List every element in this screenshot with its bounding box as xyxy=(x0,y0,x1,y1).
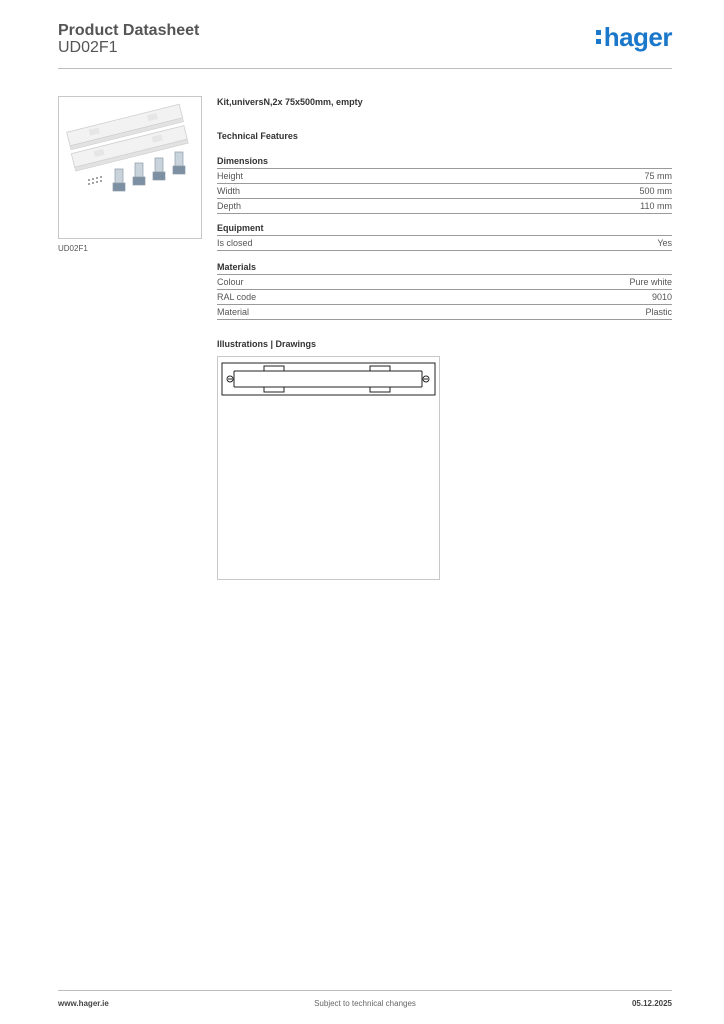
row-value: 110 mm xyxy=(640,201,672,211)
logo-colon-icon xyxy=(596,30,601,44)
table-row xyxy=(217,184,672,199)
table-row xyxy=(217,169,672,184)
row-value: 9010 xyxy=(651,292,672,302)
logo-wordmark: hager xyxy=(603,22,672,52)
group-title: Materials xyxy=(217,260,672,275)
product-photo-icon xyxy=(59,97,201,238)
row-label: Colour xyxy=(217,277,244,287)
product-image-caption: UD02F1 xyxy=(58,244,88,253)
row-label: RAL code xyxy=(217,292,257,302)
illustrations-heading: Illustrations | Drawings xyxy=(217,339,317,349)
dimensions-group xyxy=(217,154,672,214)
product-code: UD02F1 xyxy=(58,39,118,56)
row-value: Pure white xyxy=(629,277,672,287)
row-label: Width xyxy=(217,186,241,196)
footer-notice: Subject to technical changes xyxy=(314,999,416,1008)
row-value: Plastic xyxy=(645,307,672,317)
group-title: Dimensions xyxy=(217,154,672,169)
row-label: Is closed xyxy=(217,238,253,248)
website-link[interactable]: www.hager.ie xyxy=(58,999,109,1008)
technical-features-heading: Technical Features xyxy=(217,131,298,141)
table-row xyxy=(217,305,672,320)
table-row xyxy=(217,199,672,214)
table-row xyxy=(217,275,672,290)
group-title: Equipment xyxy=(217,221,672,236)
table-row xyxy=(217,236,672,251)
row-value: 500 mm xyxy=(639,186,672,196)
row-value: 75 mm xyxy=(644,171,672,181)
row-label: Depth xyxy=(217,201,242,211)
row-value: Yes xyxy=(657,238,672,248)
table-row xyxy=(217,290,672,305)
row-label: Material xyxy=(217,307,250,317)
document-title: Product Datasheet xyxy=(58,22,200,39)
technical-drawing xyxy=(217,356,440,580)
drawing-icon xyxy=(218,357,439,579)
product-description: Kit,universN,2x 75x500mm, empty xyxy=(217,97,363,107)
hager-logo xyxy=(596,24,672,50)
page-header xyxy=(58,20,672,69)
footer-date: 05.12.2025 xyxy=(631,999,672,1008)
materials-group xyxy=(217,260,672,320)
product-image xyxy=(58,96,202,239)
row-label: Height xyxy=(217,171,244,181)
page-footer xyxy=(58,990,672,1015)
equipment-group xyxy=(217,221,672,251)
